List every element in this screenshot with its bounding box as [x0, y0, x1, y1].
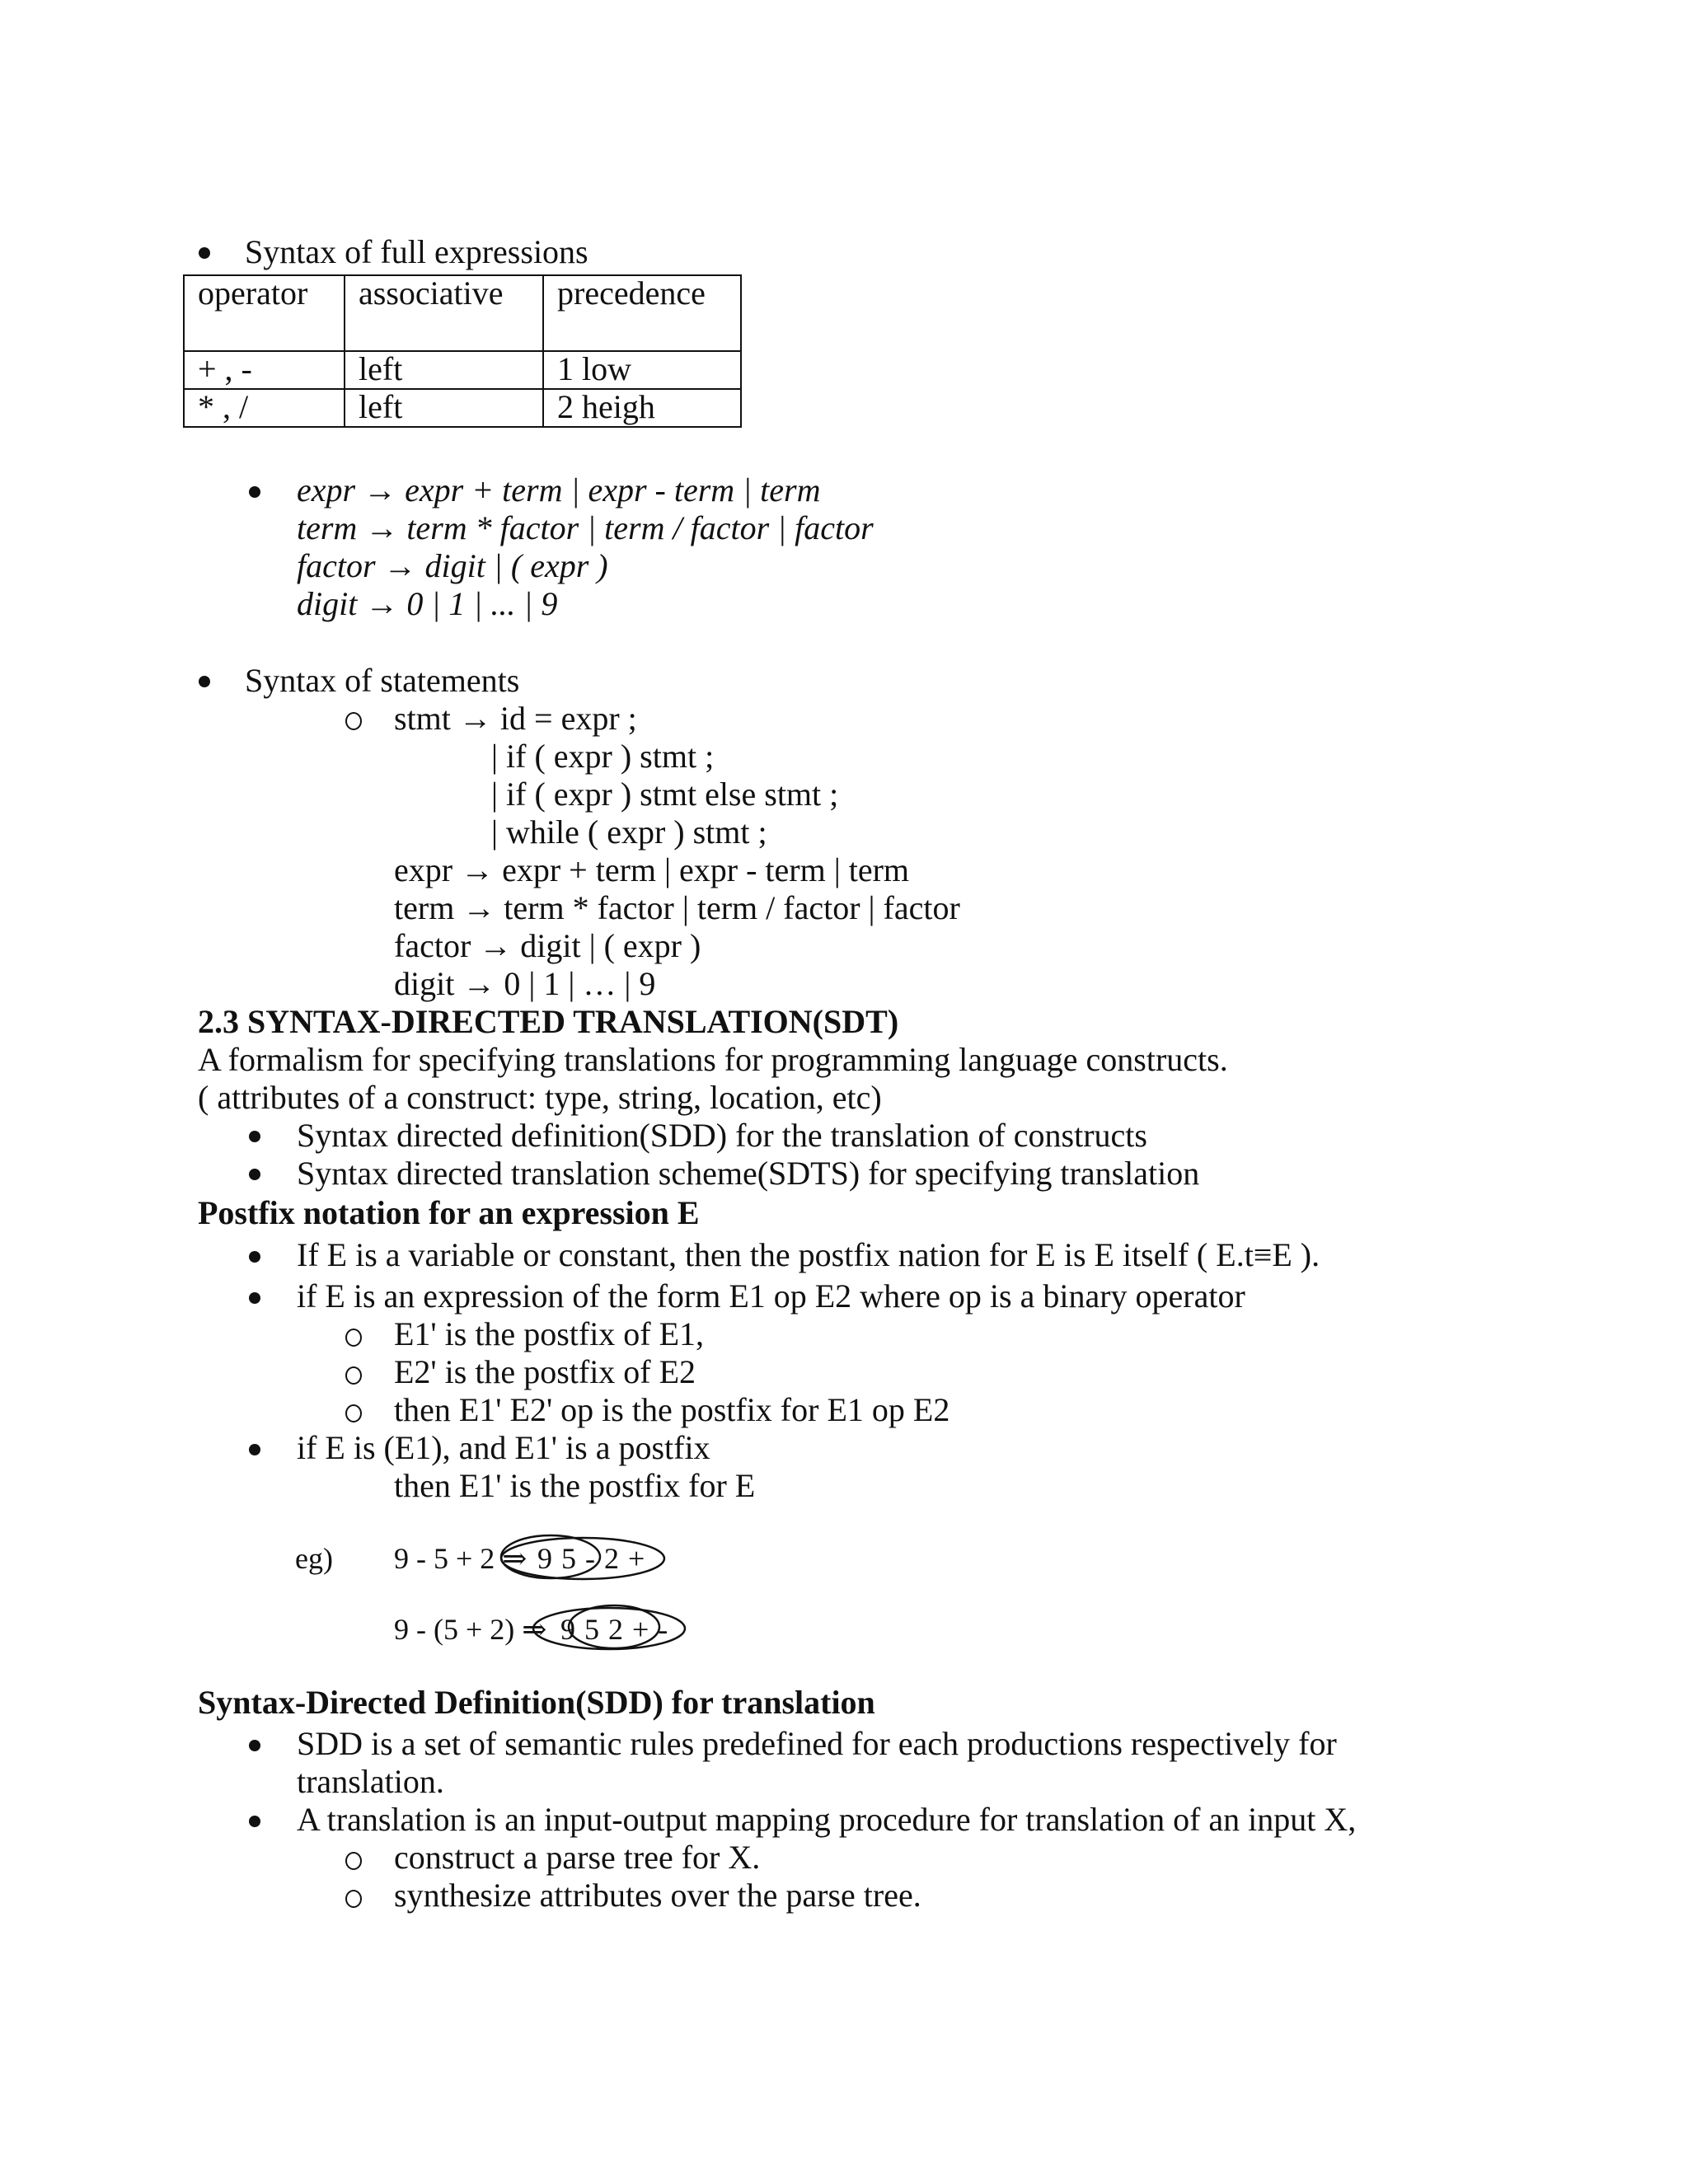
postfix-sub-item: E1' is the postfix of E1, — [394, 1315, 705, 1352]
expr-line: digit → 0 | 1 | … | 9 — [394, 965, 656, 1002]
expr-line: term → term * factor | term / factor | factor — [394, 889, 960, 926]
expr-line: expr → expr + term | expr - term | term — [394, 851, 910, 888]
sdd-bullet: SDD is a set of semantic rules predefined for each productions respectively for — [297, 1725, 1337, 1762]
sdd-bullet-continuation: translation. — [297, 1763, 444, 1800]
sdd-heading: Syntax-Directed Definition(SDD) for translation — [198, 1684, 875, 1721]
sdd-bullet: A translation is an input-output mapping procedure for translation of an input X, — [297, 1801, 1357, 1838]
sdt-bullet: Syntax directed translation scheme(SDTS) for specifying translation — [297, 1155, 1200, 1192]
section-heading-sdt: 2.3 SYNTAX-DIRECTED TRANSLATION(SDT) — [198, 1003, 899, 1040]
sdt-bullet: Syntax directed definition(SDD) for the translation of constructs — [297, 1117, 1147, 1154]
sub-bullet-marker — [345, 1852, 362, 1870]
sdd-sub-item: synthesize attributes over the parse tree. — [394, 1877, 921, 1914]
example-expression: 9 - (5 + 2) ⇒ — [394, 1613, 547, 1646]
stmt-line: | if ( expr ) stmt else stmt ; — [491, 776, 839, 813]
example-postfix: 9 5 2 + - — [560, 1613, 669, 1646]
table-cell: 1 low — [543, 351, 741, 389]
expr-line: factor → digit | ( expr ) — [394, 927, 701, 964]
stmt-line: | if ( expr ) stmt ; — [491, 738, 715, 775]
postfix-heading: Postfix notation for an expression E — [198, 1194, 700, 1231]
example-postfix: 9 5 - 2 + — [537, 1542, 646, 1575]
grammar-line: factor → digit | ( expr ) — [297, 547, 608, 584]
table-header-cell: operator — [184, 275, 345, 351]
table-cell: * , / — [184, 389, 345, 427]
annotation-ellipse — [533, 1608, 685, 1649]
sub-bullet-marker — [345, 1890, 362, 1908]
example-expression: 9 - 5 + 2 ⇒ — [394, 1542, 528, 1575]
postfix-bullet: If E is a variable or constant, then the postfix nation for E is E itself ( E.t≡E ). — [297, 1236, 1320, 1273]
annotation-ellipse — [569, 1605, 659, 1648]
bullet-syntax-statements: Syntax of statements — [245, 662, 520, 699]
grammar-line: term → term * factor | term / factor | factor — [297, 509, 874, 546]
grammar-line: digit → 0 | 1 | ... | 9 — [297, 585, 558, 622]
bullet-marker — [249, 1816, 260, 1827]
postfix-sub-item: then E1' E2' op is the postfix for E1 op E2 — [394, 1391, 950, 1428]
table-cell: left — [345, 389, 543, 427]
postfix-bullet: if E is (E1), and E1' is a postfix — [297, 1429, 710, 1466]
sdd-sub-item: construct a parse tree for X. — [394, 1839, 761, 1876]
stmt-line: stmt → id = expr ; — [394, 700, 637, 737]
annotation-ellipse — [501, 1535, 600, 1578]
table-cell: 2 heigh — [543, 389, 741, 427]
table-cell: + , - — [184, 351, 345, 389]
sdt-intro-line: A formalism for specifying translations for programming language constructs. — [198, 1041, 1228, 1078]
bullet-syntax-full-expressions: Syntax of full expressions — [245, 233, 588, 270]
bullet-marker — [249, 1740, 260, 1751]
table-header-cell: associative — [345, 275, 543, 351]
postfix-bullet-continuation: then E1' is the postfix for E — [394, 1467, 756, 1504]
sdt-intro-line: ( attributes of a construct: type, string, location, etc) — [198, 1079, 882, 1116]
stmt-line: | while ( expr ) stmt ; — [491, 813, 767, 851]
table-header-cell: precedence — [543, 275, 741, 351]
postfix-bullet: if E is an expression of the form E1 op E2 where op is a binary operator — [297, 1277, 1245, 1315]
postfix-sub-item: E2' is the postfix of E2 — [394, 1353, 696, 1390]
table-cell: left — [345, 351, 543, 389]
example-label: eg) — [295, 1542, 333, 1575]
grammar-line: expr → expr + term | expr - term | term — [297, 471, 821, 509]
